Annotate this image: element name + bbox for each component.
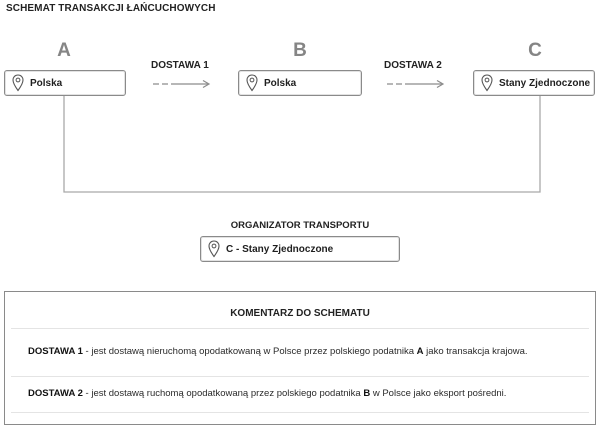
map-pin-icon: [478, 71, 496, 95]
party-letter-a: A: [57, 40, 71, 61]
map-pin-icon: [205, 237, 223, 261]
comment-text-2a: - jest dostawą ruchomą opodatkowaną przez polskiego podatnika: [82, 388, 364, 399]
delivery-label-1: DOSTAWA 1: [151, 60, 209, 71]
transport-organizer-value: C - Stany Zjednoczone: [226, 243, 334, 255]
comment-party-2: B: [363, 388, 371, 399]
party-letter-b: B: [293, 40, 307, 61]
comment-panel: [4, 291, 596, 425]
dashed-arrow-icon: [386, 77, 446, 95]
party-box-c: [473, 70, 595, 96]
transport-organizer-box: [200, 236, 400, 262]
dashed-arrow-icon: [152, 77, 212, 95]
map-pin-icon: [243, 71, 261, 95]
comment-text-2b: w Polsce jako eksport pośredni.: [370, 388, 507, 399]
comment-title: KOMENTARZ DO SCHEMATU: [230, 308, 370, 319]
party-box-a: [4, 70, 126, 96]
party-letter-c: C: [528, 40, 542, 61]
comment-line-1: [28, 346, 528, 357]
party-box-b: [238, 70, 362, 96]
party-country-a: Polska: [30, 77, 63, 89]
comment-delivery-1: DOSTAWA 1: [28, 346, 83, 357]
comment-text-1a: - jest dostawą nieruchomą opodatkowaną w Polsce przez polskiego podatnika: [82, 346, 417, 357]
transport-organizer-label: ORGANIZATOR TRANSPORTU: [230, 220, 370, 231]
comment-divider: [11, 376, 589, 377]
comment-text-1b: jako transakcja krajowa.: [423, 346, 528, 357]
comment-divider: [11, 412, 589, 413]
comment-party-1: A: [416, 346, 424, 357]
comment-delivery-2: DOSTAWA 2: [28, 388, 83, 399]
map-pin-icon: [9, 71, 27, 95]
comment-divider: [11, 328, 589, 329]
comment-line-2: [28, 388, 506, 399]
party-country-b: Polska: [264, 77, 297, 89]
diagram-title: SCHEMAT TRANSAKCJI ŁAŃCUCHOWYCH: [6, 3, 216, 14]
party-country-c: Stany Zjednoczone: [499, 77, 591, 89]
delivery-label-2: DOSTAWA 2: [384, 60, 442, 71]
